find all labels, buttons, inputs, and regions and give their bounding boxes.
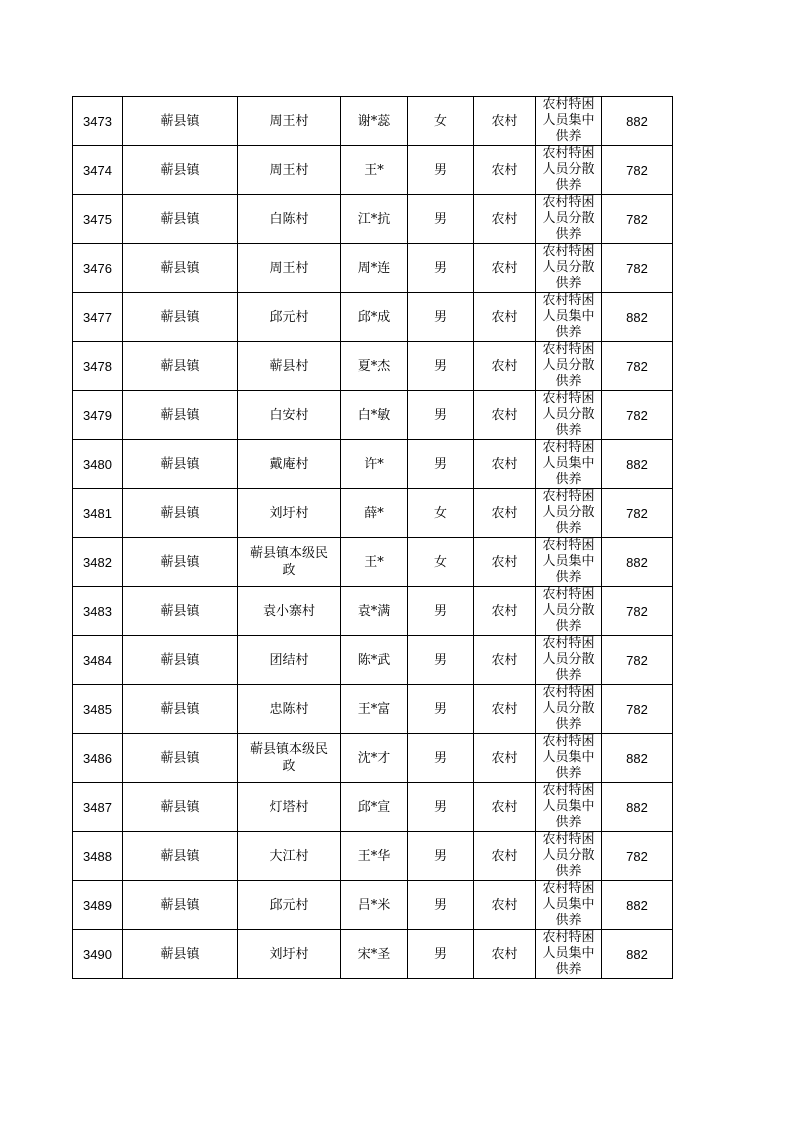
support-type-line: 人员分散 [542, 701, 595, 716]
support-type-line: 供养 [555, 962, 582, 977]
name-cell: 宋*圣 [341, 930, 408, 979]
support-type-line: 供养 [555, 815, 582, 830]
support-type-cell [536, 636, 602, 685]
support-type-cell [536, 489, 602, 538]
gender-cell: 男 [408, 930, 474, 979]
area-cell: 农村 [474, 342, 536, 391]
village-cell: 邱元村 [238, 293, 341, 342]
amount-cell: 882 [602, 930, 673, 979]
amount-cell: 882 [602, 97, 673, 146]
amount-cell: 782 [602, 195, 673, 244]
gender-cell: 男 [408, 832, 474, 881]
support-type-line: 农村特困 [542, 832, 595, 847]
area-cell: 农村 [474, 440, 536, 489]
table-row [73, 342, 673, 391]
support-type-line: 农村特困 [542, 97, 595, 112]
support-type-line: 人员集中 [542, 799, 595, 814]
support-type-line: 人员集中 [542, 309, 595, 324]
amount-cell: 782 [602, 244, 673, 293]
row-number-cell: 3481 [73, 489, 123, 538]
amount-cell: 882 [602, 538, 673, 587]
support-type-cell [536, 587, 602, 636]
support-type-line: 供养 [555, 717, 582, 732]
support-type-line: 人员分散 [542, 848, 595, 863]
support-type-line: 供养 [555, 668, 582, 683]
support-type-line: 供养 [555, 570, 582, 585]
town-cell: 蕲县镇 [123, 538, 238, 587]
support-type-line: 人员集中 [542, 750, 595, 765]
gender-cell: 男 [408, 342, 474, 391]
table-row [73, 244, 673, 293]
support-type-cell [536, 146, 602, 195]
support-type-line: 供养 [555, 766, 582, 781]
table-row [73, 97, 673, 146]
gender-cell: 男 [408, 195, 474, 244]
amount-cell: 882 [602, 783, 673, 832]
area-cell: 农村 [474, 734, 536, 783]
support-type-line: 供养 [555, 178, 582, 193]
name-cell: 袁*满 [341, 587, 408, 636]
support-type-line: 人员分散 [542, 211, 595, 226]
area-cell: 农村 [474, 244, 536, 293]
support-type-line: 供养 [555, 276, 582, 291]
name-cell: 江*抗 [341, 195, 408, 244]
amount-cell: 782 [602, 146, 673, 195]
village-cell: 大江村 [238, 832, 341, 881]
support-type-line: 供养 [555, 472, 582, 487]
name-cell: 邱*成 [341, 293, 408, 342]
village-cell: 周王村 [238, 244, 341, 293]
amount-cell: 782 [602, 391, 673, 440]
support-type-line: 供养 [555, 619, 582, 634]
area-cell: 农村 [474, 293, 536, 342]
table-row [73, 685, 673, 734]
row-number-cell: 3485 [73, 685, 123, 734]
town-cell: 蕲县镇 [123, 244, 238, 293]
table-row [73, 930, 673, 979]
name-cell: 王* [341, 146, 408, 195]
support-type-cell [536, 195, 602, 244]
area-cell: 农村 [474, 636, 536, 685]
area-cell: 农村 [474, 783, 536, 832]
village-cell [238, 734, 341, 783]
row-number-cell: 3490 [73, 930, 123, 979]
support-type-line: 人员分散 [542, 358, 595, 373]
support-type-line: 人员分散 [542, 260, 595, 275]
town-cell: 蕲县镇 [123, 685, 238, 734]
support-type-cell [536, 832, 602, 881]
row-number-cell: 3476 [73, 244, 123, 293]
amount-cell: 782 [602, 342, 673, 391]
village-line: 政 [282, 759, 296, 774]
table-row [73, 881, 673, 930]
support-type-cell [536, 685, 602, 734]
town-cell: 蕲县镇 [123, 440, 238, 489]
town-cell: 蕲县镇 [123, 293, 238, 342]
support-type-cell [536, 783, 602, 832]
support-type-line: 人员集中 [542, 554, 595, 569]
area-cell: 农村 [474, 930, 536, 979]
amount-cell: 882 [602, 293, 673, 342]
table-row [73, 636, 673, 685]
amount-cell: 782 [602, 685, 673, 734]
support-type-line: 农村特困 [542, 734, 595, 749]
town-cell: 蕲县镇 [123, 342, 238, 391]
support-type-cell [536, 97, 602, 146]
support-type-line: 人员分散 [542, 603, 595, 618]
row-number-cell: 3487 [73, 783, 123, 832]
village-cell: 袁小寨村 [238, 587, 341, 636]
name-cell: 沈*才 [341, 734, 408, 783]
town-cell: 蕲县镇 [123, 930, 238, 979]
town-cell: 蕲县镇 [123, 587, 238, 636]
table-row [73, 146, 673, 195]
amount-cell: 782 [602, 832, 673, 881]
support-type-line: 人员分散 [542, 162, 595, 177]
table-row [73, 783, 673, 832]
name-cell: 许* [341, 440, 408, 489]
support-type-line: 农村特困 [542, 342, 595, 357]
support-type-cell [536, 244, 602, 293]
support-type-line: 供养 [555, 423, 582, 438]
row-number-cell: 3473 [73, 97, 123, 146]
table-row [73, 832, 673, 881]
amount-cell: 882 [602, 734, 673, 783]
village-cell: 刘圩村 [238, 489, 341, 538]
row-number-cell: 3475 [73, 195, 123, 244]
gender-cell: 男 [408, 391, 474, 440]
town-cell: 蕲县镇 [123, 97, 238, 146]
table-row [73, 293, 673, 342]
support-type-cell [536, 538, 602, 587]
support-type-line: 供养 [555, 374, 582, 389]
support-type-cell [536, 440, 602, 489]
name-cell: 周*连 [341, 244, 408, 293]
village-cell: 白陈村 [238, 195, 341, 244]
support-type-line: 农村特困 [542, 587, 595, 602]
support-type-line: 人员集中 [542, 946, 595, 961]
roster-body [73, 97, 673, 979]
support-type-line: 农村特困 [542, 685, 595, 700]
row-number-cell: 3474 [73, 146, 123, 195]
table-row [73, 391, 673, 440]
table-row [73, 489, 673, 538]
amount-cell: 882 [602, 881, 673, 930]
table-row [73, 587, 673, 636]
area-cell: 农村 [474, 97, 536, 146]
village-cell: 周王村 [238, 146, 341, 195]
village-cell: 刘圩村 [238, 930, 341, 979]
town-cell: 蕲县镇 [123, 391, 238, 440]
support-type-line: 供养 [555, 864, 582, 879]
support-type-line: 农村特困 [542, 489, 595, 504]
gender-cell: 男 [408, 440, 474, 489]
table-row [73, 734, 673, 783]
area-cell: 农村 [474, 832, 536, 881]
area-cell: 农村 [474, 538, 536, 587]
area-cell: 农村 [474, 391, 536, 440]
village-cell: 团结村 [238, 636, 341, 685]
area-cell: 农村 [474, 195, 536, 244]
town-cell: 蕲县镇 [123, 783, 238, 832]
town-cell: 蕲县镇 [123, 832, 238, 881]
village-cell: 灯塔村 [238, 783, 341, 832]
support-type-cell [536, 734, 602, 783]
amount-cell: 882 [602, 440, 673, 489]
row-number-cell: 3486 [73, 734, 123, 783]
name-cell: 白*敏 [341, 391, 408, 440]
area-cell: 农村 [474, 685, 536, 734]
village-cell: 戴庵村 [238, 440, 341, 489]
name-cell: 王*华 [341, 832, 408, 881]
support-type-line: 农村特困 [542, 881, 595, 896]
village-cell [238, 538, 341, 587]
row-number-cell: 3484 [73, 636, 123, 685]
name-cell: 薛* [341, 489, 408, 538]
amount-cell: 782 [602, 636, 673, 685]
support-type-line: 农村特困 [542, 391, 595, 406]
area-cell: 农村 [474, 587, 536, 636]
support-type-line: 供养 [555, 325, 582, 340]
gender-cell: 男 [408, 636, 474, 685]
support-type-line: 供养 [555, 129, 582, 144]
row-number-cell: 3483 [73, 587, 123, 636]
gender-cell: 男 [408, 783, 474, 832]
village-cell: 白安村 [238, 391, 341, 440]
gender-cell: 男 [408, 685, 474, 734]
village-line: 蕲县镇本级民 [249, 546, 328, 561]
gender-cell: 女 [408, 97, 474, 146]
name-cell: 陈*武 [341, 636, 408, 685]
row-number-cell: 3477 [73, 293, 123, 342]
name-cell: 夏*杰 [341, 342, 408, 391]
support-type-line: 农村特困 [542, 538, 595, 553]
table-row [73, 195, 673, 244]
village-cell: 忠陈村 [238, 685, 341, 734]
row-number-cell: 3479 [73, 391, 123, 440]
town-cell: 蕲县镇 [123, 734, 238, 783]
support-type-line: 农村特困 [542, 783, 595, 798]
table-row [73, 538, 673, 587]
support-type-line: 供养 [555, 913, 582, 928]
support-type-line: 农村特困 [542, 636, 595, 651]
area-cell: 农村 [474, 881, 536, 930]
support-type-line: 人员分散 [542, 505, 595, 520]
amount-cell: 782 [602, 587, 673, 636]
row-number-cell: 3482 [73, 538, 123, 587]
row-number-cell: 3488 [73, 832, 123, 881]
table-row [73, 440, 673, 489]
area-cell: 农村 [474, 489, 536, 538]
village-cell: 周王村 [238, 97, 341, 146]
name-cell: 谢*蕊 [341, 97, 408, 146]
town-cell: 蕲县镇 [123, 146, 238, 195]
village-line: 蕲县镇本级民 [249, 742, 328, 757]
town-cell: 蕲县镇 [123, 195, 238, 244]
support-type-cell [536, 881, 602, 930]
support-type-line: 人员分散 [542, 407, 595, 422]
name-cell: 王* [341, 538, 408, 587]
support-type-cell [536, 342, 602, 391]
village-cell: 蕲县村 [238, 342, 341, 391]
support-type-line: 人员集中 [542, 456, 595, 471]
support-type-line: 人员集中 [542, 897, 595, 912]
support-type-cell [536, 930, 602, 979]
support-type-line: 人员集中 [542, 113, 595, 128]
support-type-cell [536, 293, 602, 342]
gender-cell: 女 [408, 538, 474, 587]
gender-cell: 男 [408, 293, 474, 342]
support-type-line: 农村特困 [542, 195, 595, 210]
gender-cell: 男 [408, 146, 474, 195]
gender-cell: 男 [408, 881, 474, 930]
name-cell: 吕*米 [341, 881, 408, 930]
area-cell: 农村 [474, 146, 536, 195]
support-type-line: 供养 [555, 227, 582, 242]
support-type-line: 农村特困 [542, 146, 595, 161]
support-type-line: 农村特困 [542, 440, 595, 455]
support-type-line: 农村特困 [542, 293, 595, 308]
name-cell: 王*富 [341, 685, 408, 734]
row-number-cell: 3480 [73, 440, 123, 489]
support-type-line: 供养 [555, 521, 582, 536]
support-type-cell [536, 391, 602, 440]
gender-cell: 男 [408, 734, 474, 783]
village-line: 政 [282, 563, 296, 578]
gender-cell: 女 [408, 489, 474, 538]
village-cell: 邱元村 [238, 881, 341, 930]
town-cell: 蕲县镇 [123, 636, 238, 685]
row-number-cell: 3489 [73, 881, 123, 930]
town-cell: 蕲县镇 [123, 881, 238, 930]
row-number-cell: 3478 [73, 342, 123, 391]
town-cell: 蕲县镇 [123, 489, 238, 538]
support-type-line: 农村特困 [542, 244, 595, 259]
gender-cell: 男 [408, 244, 474, 293]
support-type-line: 人员分散 [542, 652, 595, 667]
gender-cell: 男 [408, 587, 474, 636]
amount-cell: 782 [602, 489, 673, 538]
name-cell: 邱*宣 [341, 783, 408, 832]
roster-table [72, 96, 673, 979]
support-type-line: 农村特困 [542, 930, 595, 945]
